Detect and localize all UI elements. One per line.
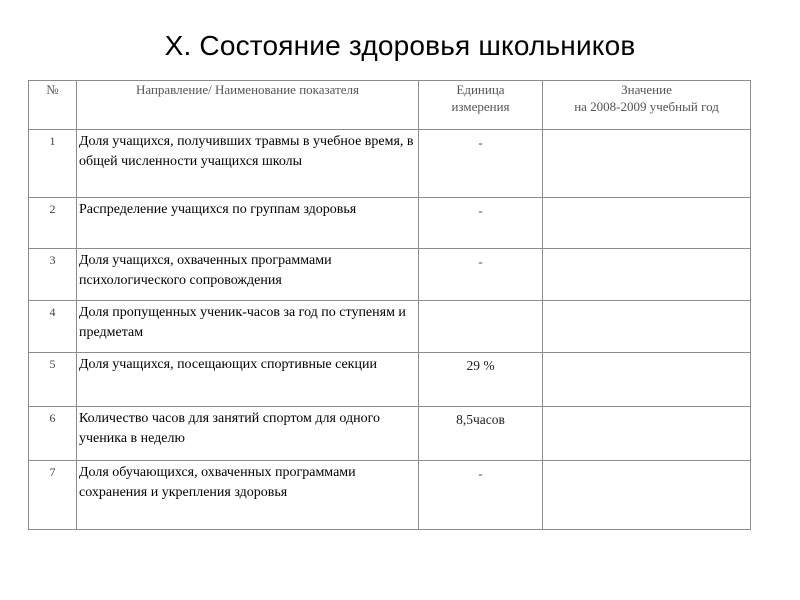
row-value <box>543 407 751 461</box>
header-num: № <box>29 81 77 130</box>
header-value-line2: на 2008-2009 учебный год <box>574 99 719 114</box>
row-value <box>543 249 751 301</box>
header-value <box>543 81 751 130</box>
row-unit: - <box>419 249 543 301</box>
row-value <box>543 301 751 353</box>
table-row <box>29 249 751 301</box>
row-name: Доля учащихся, посещающих спортивные секции <box>77 353 419 407</box>
row-num: 7 <box>29 461 77 530</box>
row-name: Распределение учащихся по группам здоровья <box>77 198 419 249</box>
row-name: Доля учащихся, получивших травмы в учебное время, в общей численности учащихся школы <box>77 130 419 198</box>
table-row <box>29 301 751 353</box>
table-row <box>29 353 751 407</box>
health-indicators-table <box>28 80 751 530</box>
row-num: 4 <box>29 301 77 353</box>
row-value <box>543 198 751 249</box>
row-num: 5 <box>29 353 77 407</box>
table-header-row <box>29 81 751 130</box>
row-unit: 8,5часов <box>419 407 543 461</box>
header-unit-line1: Единица <box>456 82 505 97</box>
header-name: Направление/ Наименование показателя <box>77 81 419 130</box>
row-num: 6 <box>29 407 77 461</box>
row-value <box>543 130 751 198</box>
header-value-line1: Значение <box>621 82 672 97</box>
row-name: Доля учащихся, охваченных программами психологического сопровождения <box>77 249 419 301</box>
row-name: Количество часов для занятий спортом для одного ученика в неделю <box>77 407 419 461</box>
page-title: X. Состояние здоровья школьников <box>164 30 636 61</box>
row-value <box>543 353 751 407</box>
table-row <box>29 407 751 461</box>
row-num: 3 <box>29 249 77 301</box>
header-unit <box>419 81 543 130</box>
table-row <box>29 461 751 530</box>
row-value <box>543 461 751 530</box>
row-num: 2 <box>29 198 77 249</box>
table-row <box>29 130 751 198</box>
table-row <box>29 198 751 249</box>
row-unit: 29 % <box>419 353 543 407</box>
row-name: Доля пропущенных ученик-часов за год по ступеням и предметам <box>77 301 419 353</box>
row-name: Доля обучающихся, охваченных программами сохранения и укрепления здоровья <box>77 461 419 530</box>
row-unit: - <box>419 130 543 198</box>
row-unit <box>419 301 543 353</box>
row-num: 1 <box>29 130 77 198</box>
row-unit: - <box>419 461 543 530</box>
header-unit-line2: измерения <box>451 99 510 114</box>
row-unit: - <box>419 198 543 249</box>
